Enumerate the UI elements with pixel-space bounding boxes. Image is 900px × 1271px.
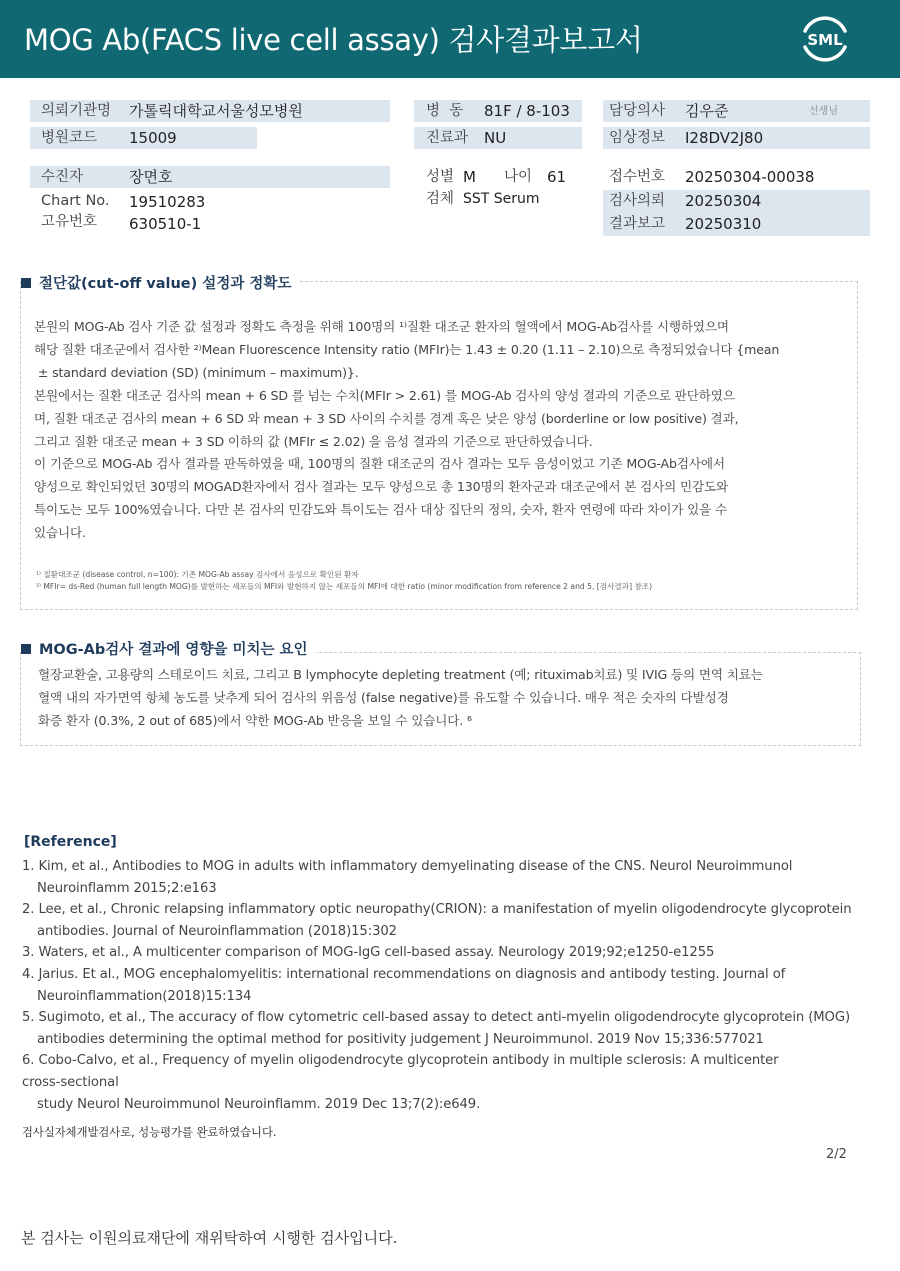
reference-list [22, 856, 851, 1115]
institution-value: 가톨릭대학교서울성모병원 [129, 102, 303, 120]
request-value: 20250304 [685, 192, 762, 210]
reference-item: cross-sectional [22, 1074, 119, 1090]
report-header [0, 0, 900, 78]
doctor-value: 김우준 [685, 102, 729, 120]
cutoff-section-title [21, 272, 299, 293]
reference-item: 5. Sugimoto, et al., The accuracy of flow cytometric cell-based assay to detect anti-myelin oligodendrocyte glycoprotein (MOG) [22, 1010, 851, 1026]
ward-value: 81F / 8-103 [484, 102, 570, 120]
sml-logo [797, 13, 853, 65]
report-title: MOG Ab(FACS live cell assay) 검사결과보고서 [24, 23, 643, 57]
report-value: 20250310 [685, 215, 762, 233]
body-line: 본원에서는 질환 대조군 검사의 mean + 6 SD 를 넘는 수치(MFIr > 2.61) 를 MOG-Ab 검사의 양성 결과의 기준으로 판단하였으 [34, 387, 735, 403]
reference-item: Neuroinflamm 2015;2:e163 [37, 880, 217, 896]
age-value: 61 [547, 168, 567, 186]
body-line: 본원의 MOG-Ab 검사 기준 값 설정과 정확도 측정을 위해 100명의 ¹⁾질환 대조군 환자의 혈액에서 MOG-Ab검사를 시행하였으며 [34, 319, 729, 334]
receipt-value: 20250304-00038 [685, 168, 815, 186]
reference-item: Neuroinflammation(2018)15:134 [37, 988, 252, 1004]
report-label: 결과보고 [609, 216, 666, 232]
chart-value: 19510283 [129, 193, 206, 211]
request-label: 검사의뢰 [609, 193, 666, 209]
chart-label: Chart No. [41, 193, 110, 209]
patient-label-bg [30, 166, 390, 188]
footnote-1: ¹⁾ 질환대조군 (disease control, n=100): 기존 MOG-Ab assay 검사에서 음성으로 확인된 환자 [36, 570, 359, 579]
receipt-label: 접수번호 [609, 169, 666, 185]
reference-item: antibodies. Journal of Neuroinflammation (2018)15:302 [37, 923, 397, 939]
certification-note: 검사실자체개발검사로, 성능평가를 완료하였습니다. [22, 1126, 277, 1139]
factors-section-title [21, 638, 316, 659]
page-number: 2/2 [826, 1147, 847, 1162]
body-line: 있습니다. [34, 525, 86, 541]
clinical-info-value: I28DV2J80 [685, 129, 764, 147]
id-value: 630510-1 [129, 215, 202, 233]
logo-text: SML [807, 31, 843, 49]
section-bullet-icon [21, 278, 31, 288]
footer-note: 본 검사는 이원의료재단에 재위탁하여 시행한 검사입니다. [21, 1229, 398, 1247]
body-line: 양성으로 확인되었던 30명의 MOGAD환자에서 검사 결과는 모두 양성으로 총 130명의 환자군과 대조군에서 본 검사의 민감도와 [34, 479, 729, 495]
reference-item: study Neurol Neuroimmunol Neuroinflamm. 2019 Dec 13;7(2):e649. [37, 1096, 481, 1112]
sex-value: M [463, 168, 476, 186]
specimen-label: 검체 [426, 191, 455, 207]
body-line: 해당 질환 대조군에서 검사한 ²⁾Mean Fluorescence Intensity ratio (MFIr)는 1.43 ± 0.20 (1.11 – 2.10)으로 측정되었습니다 {mean [34, 341, 780, 357]
ward-label: 병 동 [426, 103, 464, 119]
cutoff-body [34, 316, 779, 545]
body-line: ± standard deviation (SD) (minimum – maximum)}. [34, 364, 359, 380]
hospital-code-label: 병원코드 [41, 130, 98, 146]
reference-item: 3. Waters, et al., A multicenter comparison of MOG-IgG cell-based assay. Neurology 2019;92;e1250-e1255 [22, 945, 715, 961]
reference-heading: [Reference] [24, 834, 117, 850]
doctor-suffix: 선생님 [809, 106, 838, 117]
patient-value: 장면호 [129, 168, 173, 186]
age-label: 나이 [504, 169, 533, 185]
body-line: 혈장교환술, 고용량의 스테로이드 치료, 그리고 B lymphocyte depleting treatment (예; rituximab치료) 및 IVIG 등의 면역 치료는 [38, 667, 763, 682]
body-line: 화증 환자 (0.3%, 2 out of 685)에서 약한 MOG-Ab 반응을 보일 수 있습니다. ⁶ [38, 712, 472, 728]
body-line: 그리고 질환 대조군 mean + 3 SD 이하의 값 (MFIr ≤ 2.02) 을 음성 결과의 기준으로 판단하였습니다. [34, 433, 593, 449]
doctor-label: 담당의사 [609, 103, 666, 119]
clinical-info-label: 임상정보 [609, 130, 666, 146]
specimen-value: SST Serum [463, 191, 540, 207]
factors-body [38, 664, 763, 733]
reference-item: 1. Kim, et al., Antibodies to MOG in adults with inflammatory demyelinating disease of the CNS. Neurol Neuroimmunol [22, 859, 793, 874]
body-line: 특이도는 모두 100%였습니다. 다만 본 검사의 민감도와 특이도는 검사 대상 집단의 정의, 숫자, 환자 연령에 따라 차이가 있을 수 [34, 502, 728, 518]
patient-label: 수진자 [41, 169, 84, 185]
reference-item: antibodies determining the optimal method for positivity judgement J Neuroimmunol. 2019 Nov 15;336:577021 [37, 1031, 764, 1047]
factors-section-title-text: MOG-Ab검사 결과에 영향을 미치는 요인 [39, 642, 308, 658]
reference-item: 4. Jarius. Et al., MOG encephalomyelitis: international recommendations on diagnosis and antibody testing. Journal of [22, 966, 786, 982]
cutoff-section-title-text: 절단값(cut-off value) 설정과 정확도 [39, 276, 292, 292]
body-line: 며, 질환 대조군 검사의 mean + 6 SD 와 mean + 3 SD 사이의 수치를 경계 혹은 낮은 양성 (borderline or low positive) 결과, [34, 410, 739, 426]
reference-item: 6. Cobo-Calvo, et al., Frequency of myelin oligodendrocyte glycoprotein antibody in multiple sclerosis: A multicenter [22, 1053, 779, 1069]
reference-item: 2. Lee, et al., Chronic relapsing inflammatory optic neuropathy(CRION): a manifestation of myelin oligodendrocyte glycoprotein [22, 902, 852, 918]
section-bullet-icon [21, 644, 31, 654]
hospital-code-value: 15009 [129, 129, 177, 147]
dept-value: NU [484, 129, 507, 147]
institution-label: 의뢰기관명 [41, 103, 112, 119]
id-label: 고유번호 [41, 214, 98, 230]
dept-label: 진료과 [426, 130, 469, 146]
footnote-2: ²⁾ MFIr= ds-Red (human full length MOG)를 발현하는 세포들의 MFI와 발현하지 않는 세포들의 MFI에 대한 ratio (minor modification from reference 2 and 5, [검사결과] 참조) [36, 582, 653, 591]
body-line: 혈액 내의 자가면역 항체 농도를 낮추게 되어 검사의 위음성 (false negative)를 유도할 수 있습니다. 매우 적은 숫자의 다발성경 [38, 689, 729, 705]
sex-label: 성별 [426, 169, 455, 185]
body-line: 이 기준으로 MOG-Ab 검사 결과를 판독하였을 때, 100명의 질환 대조군의 검사 결과는 모두 음성이었고 기존 MOG-Ab검사에서 [34, 456, 725, 472]
